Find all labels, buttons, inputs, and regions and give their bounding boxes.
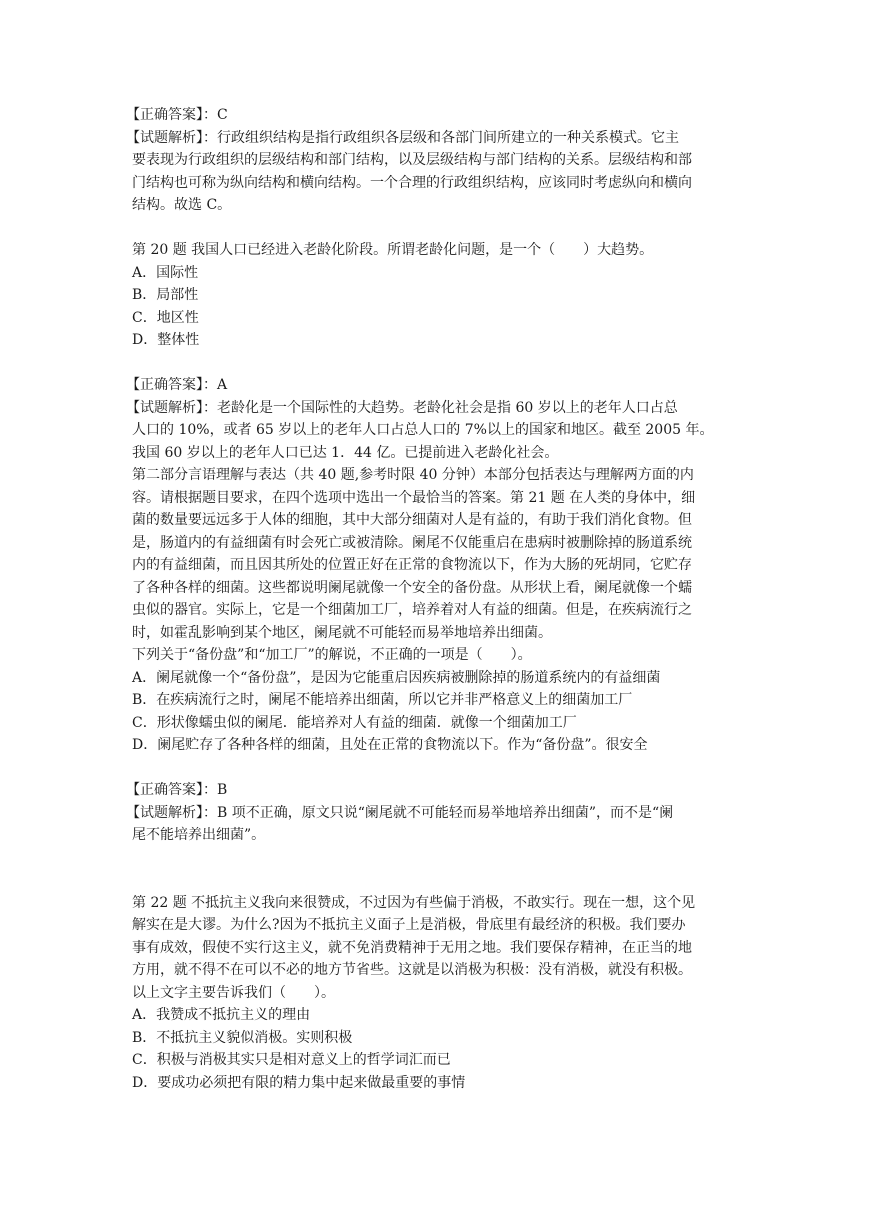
option-b: B．在疾病流行之时，阑尾不能培养出细菌，所以它并非严格意义上的细菌加工厂 xyxy=(132,692,633,708)
spacer xyxy=(132,757,740,780)
question-line: 以上文字主要告诉我们（ ）。 xyxy=(132,984,335,1001)
option-c: C．形状像蠕虫似的阑尾．能培养对人有益的细菌．就像一个细菌加工厂 xyxy=(132,714,577,731)
option-d: D．要成功必须把有限的精力集中起来做最重要的事情 xyxy=(132,1074,466,1091)
document-page xyxy=(126,104,740,1094)
analysis-line: 人口的 10%，或者 65 岁以上的老年人口占总人口的 7%以上的国家和地区。截至 2005 年。 xyxy=(132,422,714,438)
spacer xyxy=(132,217,740,240)
option-c: C．积极与消极其实只是相对意义上的哲学词汇而已 xyxy=(132,1052,451,1068)
section-line: 第二部分言语理解与表达（共 40 题,参考时限 40 分钟）本部分包括表达与理解两方面的内 xyxy=(132,467,694,483)
option-b: B．局部性 xyxy=(132,287,199,303)
question-line: 解实在是大谬。为什么?因为不抵抗主义面子上是消极，骨底里有最经济的积极。我们要办 xyxy=(132,917,686,933)
section-line: 容。请根据题目要求，在四个选项中选出一个最恰当的答案。第 21 题 在人类的身体中，细 xyxy=(132,489,696,506)
question-line: 下列关于“备份盘”和“加工厂”的解说，不正确的一项是（ ）。 xyxy=(132,647,532,663)
option-d: D．阑尾贮存了各种各样的细菌，且处在正常的食物流以下。作为“备份盘”。很安全 xyxy=(132,737,648,753)
passage-line: 时，如霍乱影响到某个地区，阑尾就不可能轻而易举地培养出细菌。 xyxy=(132,624,552,641)
analysis-line: 我国 60 岁以上的老年人口已达 1．44 亿。已提前进入老龄化社会。 xyxy=(132,444,559,461)
analysis-line: 门结构也可称为纵向结构和横向结构。一个合理的行政组织结构，应该同时考虑纵向和横向 xyxy=(132,174,692,191)
analysis-line: 尾不能培养出细菌”。 xyxy=(132,827,266,843)
question-line: 第 22 题 不抵抗主义我向来很赞成，不过因为有些偏于消极，不敢实行。现在一想，这个见 xyxy=(132,894,696,911)
analysis-line: 结构。故选 C。 xyxy=(132,197,232,213)
analysis-line: 要表现为行政组织的层级结构和部门结构，以及层级结构与部门结构的关系。层级结构和部 xyxy=(132,152,692,168)
option-d: D．整体性 xyxy=(132,332,200,348)
answer-line: 【正确答案】：A xyxy=(126,377,228,393)
option-c: C．地区性 xyxy=(132,309,199,326)
option-b: B．不抵抗主义貌似消极。实则积极 xyxy=(132,1029,353,1046)
spacer xyxy=(132,847,740,870)
question-line: 第 20 题 我国人口已经进入老龄化阶段。所谓老龄化问题，是一个（ ）大趋势。 xyxy=(132,242,654,258)
passage-line: 了各种各样的细菌。这些都说明阑尾就像一个安全的备份盘。从形状上看，阑尾就像一个蠕 xyxy=(132,579,692,596)
question-line: 方用，就不得不在可以不必的地方节省些。这就是以消极为积极：没有消极，就没有积极。 xyxy=(132,962,692,978)
option-a: A．阑尾就像一个“备份盘”，是因为它能重启因疾病被删除掉的肠道系统内的有益细菌 xyxy=(132,669,661,686)
passage-line: 内的有益细菌，而且因其所处的位置正好在正常的食物流以下，作为大肠的死胡同，它贮存 xyxy=(132,557,692,573)
answer-line: 【正确答案】：C xyxy=(126,107,228,123)
analysis-line: 【试题解析】：B 项不正确，原文只说“阑尾就不可能轻而易举地培养出细菌”，而不是“阑 xyxy=(126,804,674,821)
analysis-line: 【试题解析】：老龄化是一个国际性的大趋势。老龄化社会是指 60 岁以上的老年人口占总 xyxy=(126,399,678,416)
question-line: 事有成效，假使不实行这主义，就不免消费精神于无用之地。我们要保存精神，在正当的地 xyxy=(132,939,692,956)
option-a: A．国际性 xyxy=(132,264,199,281)
spacer xyxy=(132,869,740,892)
option-a: A．我赞成不抵抗主义的理由 xyxy=(132,1007,311,1023)
passage-line: 是，肠道内的有益细菌有时会死亡或被清除。阑尾不仅能重启在患病时被删除掉的肠道系统 xyxy=(132,534,692,551)
spacer xyxy=(132,352,740,375)
passage-line: 虫似的器官。实际上，它是一个细菌加工厂，培养着对人有益的细菌。但是，在疾病流行之 xyxy=(132,602,692,618)
analysis-line: 【试题解析】：行政组织结构是指行政组织各层级和各部门间所建立的一种关系模式。它主 xyxy=(126,129,679,146)
passage-line: 菌的数量要远远多于人体的细胞，其中大部分细菌对人是有益的，有助于我们消化食物。但 xyxy=(132,512,692,528)
answer-line: 【正确答案】：B xyxy=(126,782,228,798)
